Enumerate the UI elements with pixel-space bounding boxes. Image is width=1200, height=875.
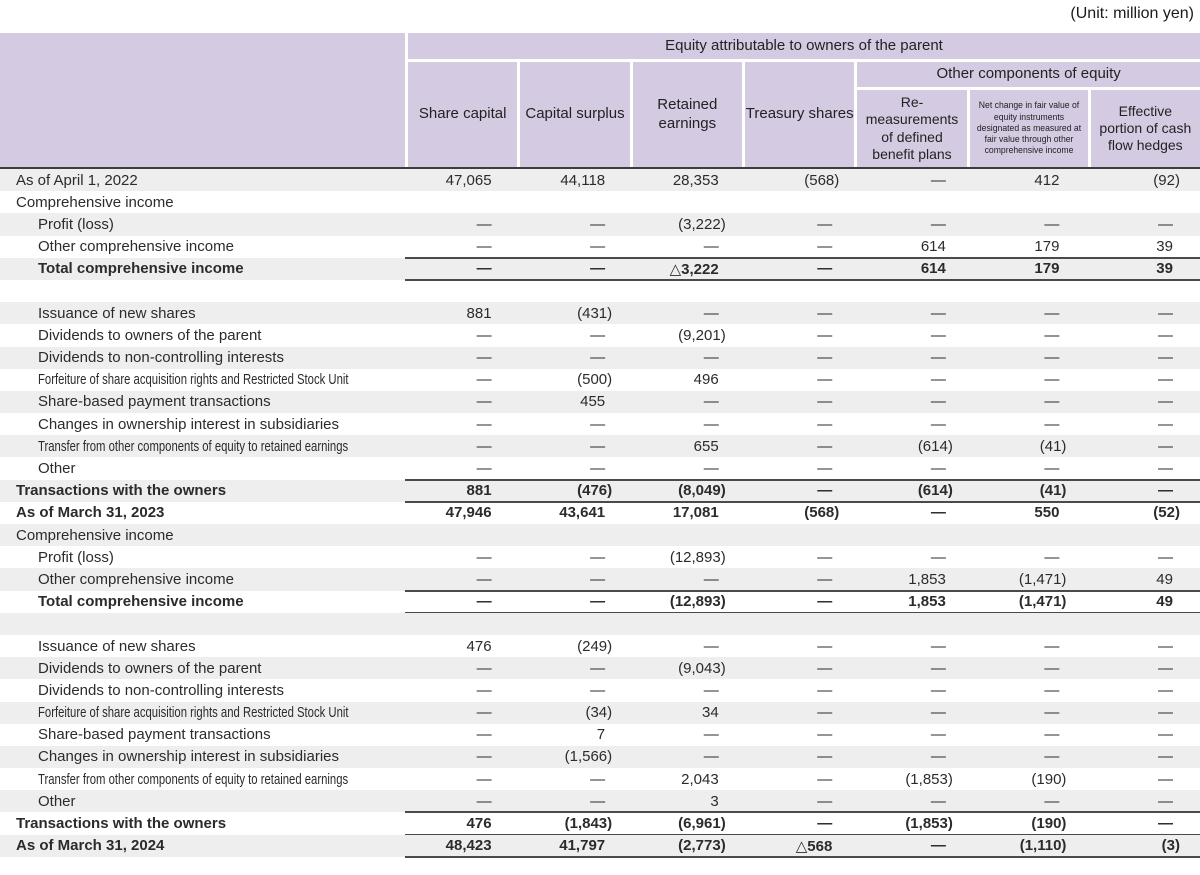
value-cell: —	[1157, 659, 1173, 677]
value-cell: —	[703, 304, 719, 322]
value-cell: —	[1044, 326, 1060, 344]
value-cell: —	[817, 260, 833, 278]
header-col-net-change-text: Net change in fair value of equity instruments designated as measured at fair value through other comprehensive income	[976, 100, 1081, 156]
value-cell: —	[930, 681, 946, 699]
value-cell: 39	[1156, 260, 1173, 278]
value-cell: —	[476, 460, 492, 478]
value-cell: —	[1157, 681, 1173, 699]
row-label: Other	[38, 792, 76, 810]
value-cell: —	[817, 815, 833, 833]
value-cell: —	[1157, 548, 1173, 566]
value-cell: (1,853)	[905, 770, 953, 788]
row-label: Other comprehensive income	[38, 238, 234, 256]
header-col-retained-earnings: Retained earnings	[633, 62, 742, 167]
value-cell: —	[590, 548, 606, 566]
value-cell: 476	[466, 815, 492, 833]
table-row	[0, 480, 1200, 502]
value-cell: —	[817, 748, 833, 766]
value-cell: 44,118	[560, 171, 606, 189]
value-cell: —	[476, 260, 492, 278]
table-row	[0, 635, 1200, 657]
table-row	[0, 369, 1200, 391]
value-cell: —	[476, 704, 492, 722]
value-cell: —	[930, 460, 946, 478]
value-cell: —	[1157, 704, 1173, 722]
row-label: Total comprehensive income	[38, 260, 244, 278]
value-cell: (476)	[577, 482, 613, 500]
table-row	[0, 812, 1200, 834]
value-cell: —	[703, 637, 719, 655]
value-cell: —	[590, 460, 606, 478]
value-cell: —	[703, 349, 719, 367]
value-cell: —	[1044, 681, 1060, 699]
value-cell: △568	[795, 837, 833, 855]
value-cell: —	[590, 570, 606, 588]
table-row	[0, 502, 1200, 524]
value-cell: —	[930, 171, 946, 189]
value-cell: —	[590, 215, 606, 233]
row-label: As of March 31, 2024	[16, 837, 165, 855]
value-cell: (500)	[577, 371, 613, 389]
row-label: As of March 31, 2023	[16, 504, 165, 522]
value-cell: —	[817, 349, 833, 367]
row-label	[0, 438, 405, 455]
value-cell: 49	[1156, 570, 1173, 588]
table-row	[0, 236, 1200, 258]
value-cell: —	[476, 437, 492, 455]
value-cell: (8,049)	[678, 482, 726, 500]
value-cell: —	[1157, 770, 1173, 788]
table-row	[0, 835, 1200, 857]
value-cell: —	[1044, 393, 1060, 411]
value-cell: —	[590, 415, 606, 433]
row-label: Issuance of new shares	[38, 637, 196, 655]
value-cell: —	[476, 215, 492, 233]
header-group-other-components: Other components of equity	[857, 62, 1200, 87]
value-cell: —	[476, 548, 492, 566]
value-cell: (431)	[577, 304, 613, 322]
value-cell: —	[817, 659, 833, 677]
row-label: Profit (loss)	[38, 215, 114, 233]
value-cell: 2,043	[681, 770, 719, 788]
value-cell: —	[703, 726, 719, 744]
value-cell: —	[476, 659, 492, 677]
value-cell: —	[930, 548, 946, 566]
equity-statement-table	[0, 33, 1200, 857]
value-cell: (9,201)	[678, 326, 726, 344]
value-cell: —	[1157, 304, 1173, 322]
value-cell: 496	[693, 371, 719, 389]
table-row	[0, 457, 1200, 479]
value-cell: —	[1157, 637, 1173, 655]
value-cell: —	[817, 326, 833, 344]
value-cell: —	[590, 659, 606, 677]
value-cell: —	[1157, 460, 1173, 478]
value-cell: —	[817, 437, 833, 455]
value-cell: —	[817, 215, 833, 233]
value-cell: —	[590, 238, 606, 256]
value-cell: 655	[693, 437, 719, 455]
value-cell: (3,222)	[678, 215, 726, 233]
value-cell: —	[1157, 349, 1173, 367]
table-row	[0, 169, 1200, 191]
value-cell: —	[930, 748, 946, 766]
value-cell: —	[476, 349, 492, 367]
row-label: Dividends to owners of the parent	[38, 326, 262, 344]
row-label-text: Forfeiture of share acquisition rights and Restricted Stock Unit	[38, 705, 349, 722]
value-cell: (34)	[585, 704, 613, 722]
value-cell: 28,353	[672, 171, 719, 189]
table-row	[0, 657, 1200, 679]
row-label: Comprehensive income	[16, 193, 174, 211]
value-cell: —	[1044, 349, 1060, 367]
value-cell: (1,110)	[1019, 837, 1067, 855]
row-label: Comprehensive income	[16, 526, 174, 544]
header-col-net-change-fair-value	[970, 90, 1088, 167]
value-cell: —	[817, 770, 833, 788]
row-label-text: Transfer from other components of equity to retained earnings	[38, 438, 349, 455]
value-cell: —	[930, 326, 946, 344]
value-cell: △3,222	[669, 260, 719, 278]
row-label	[0, 704, 405, 721]
value-cell: (1,566)	[564, 748, 613, 766]
value-cell: —	[930, 304, 946, 322]
value-cell: —	[817, 792, 833, 810]
header-col-remeasurements: Re- measurements of defined benefit plans	[857, 90, 966, 167]
value-cell: 455	[580, 393, 606, 411]
value-cell: —	[930, 726, 946, 744]
value-cell: —	[930, 393, 946, 411]
value-cell: —	[590, 770, 606, 788]
value-cell: 39	[1156, 238, 1173, 256]
value-cell: (568)	[804, 171, 840, 189]
table-row	[0, 213, 1200, 235]
value-cell: 1,853	[908, 593, 946, 611]
table-row	[0, 591, 1200, 613]
value-cell: —	[703, 748, 719, 766]
value-cell: —	[1044, 371, 1060, 389]
value-cell: —	[1044, 415, 1060, 433]
value-cell: —	[817, 393, 833, 411]
value-cell: —	[476, 726, 492, 744]
value-cell: —	[590, 593, 606, 611]
value-cell: (6,961)	[678, 815, 726, 833]
table-row	[0, 524, 1200, 546]
value-cell: —	[1044, 748, 1060, 766]
value-cell: —	[476, 415, 492, 433]
value-cell: —	[703, 238, 719, 256]
value-cell: (3)	[1161, 837, 1180, 855]
header-col-treasury-shares: Treasury shares	[745, 62, 854, 167]
value-cell: —	[930, 659, 946, 677]
value-cell: —	[590, 260, 606, 278]
value-cell: 3	[710, 792, 719, 810]
value-cell: —	[817, 482, 833, 500]
value-cell: (9,043)	[678, 659, 726, 677]
value-cell: 47,065	[445, 171, 492, 189]
row-label: Other comprehensive income	[38, 570, 234, 588]
row-label-text: Transfer from other components of equity to retained earnings	[38, 771, 349, 788]
row-label: Transactions with the owners	[16, 815, 227, 833]
value-cell: (249)	[577, 637, 613, 655]
value-cell: —	[476, 326, 492, 344]
value-cell: —	[1044, 304, 1060, 322]
row-label: Transactions with the owners	[16, 482, 227, 500]
row-label: Dividends to owners of the parent	[38, 659, 262, 677]
value-cell: 34	[702, 704, 719, 722]
value-cell: —	[590, 681, 606, 699]
value-cell: (614)	[917, 437, 953, 455]
value-cell: 179	[1034, 260, 1060, 278]
value-cell: —	[817, 415, 833, 433]
table-row	[0, 391, 1200, 413]
value-cell: (190)	[1031, 770, 1067, 788]
value-cell: (1,471)	[1018, 570, 1067, 588]
value-cell: 41,797	[559, 837, 606, 855]
value-cell: —	[476, 681, 492, 699]
value-cell: —	[817, 593, 833, 611]
value-cell: 7	[596, 726, 606, 744]
table-row	[0, 568, 1200, 590]
value-cell: —	[703, 393, 719, 411]
value-cell: —	[1157, 726, 1173, 744]
unit-label: (Unit: million yen)	[1070, 5, 1194, 22]
value-cell: 47,946	[445, 504, 492, 522]
row-label: Other	[38, 460, 76, 478]
value-cell: (1,853)	[905, 815, 953, 833]
table-row	[0, 191, 1200, 213]
table-row	[0, 413, 1200, 435]
value-cell: (52)	[1153, 504, 1180, 522]
value-cell: —	[703, 681, 719, 699]
value-cell: —	[930, 704, 946, 722]
value-cell: —	[1157, 215, 1173, 233]
header-col-capital-surplus: Capital surplus	[520, 62, 629, 167]
value-cell: 881	[466, 482, 492, 500]
header-group-equity-attributable: Equity attributable to owners of the parent	[408, 33, 1200, 59]
value-cell: —	[476, 792, 492, 810]
value-cell: —	[817, 460, 833, 478]
value-cell: —	[1157, 437, 1173, 455]
row-label-text: Forfeiture of share acquisition rights and Restricted Stock Unit	[38, 372, 349, 389]
value-cell: 179	[1034, 238, 1060, 256]
value-cell: —	[817, 238, 833, 256]
value-cell: —	[930, 371, 946, 389]
value-cell: (614)	[917, 482, 953, 500]
row-label: As of April 1, 2022	[16, 171, 138, 189]
value-cell: —	[476, 570, 492, 588]
value-cell: —	[1044, 792, 1060, 810]
value-cell: 43,641	[559, 504, 606, 522]
value-cell: —	[1044, 726, 1060, 744]
table-row	[0, 324, 1200, 346]
value-cell: —	[1044, 460, 1060, 478]
value-cell: (92)	[1153, 171, 1180, 189]
value-cell: (2,773)	[678, 837, 726, 855]
value-cell: (1,471)	[1018, 593, 1067, 611]
value-cell: (41)	[1039, 482, 1067, 500]
value-cell: 614	[920, 238, 946, 256]
value-cell: —	[1157, 792, 1173, 810]
value-cell: —	[817, 681, 833, 699]
table-row	[0, 258, 1200, 280]
table-row	[0, 768, 1200, 790]
value-cell: —	[1157, 326, 1173, 344]
table-row	[0, 302, 1200, 324]
row-label: Dividends to non-controlling interests	[38, 349, 284, 367]
value-cell: 17,081	[672, 504, 719, 522]
value-cell: —	[1157, 815, 1173, 833]
value-cell: 550	[1034, 504, 1060, 522]
value-cell: 49	[1156, 593, 1173, 611]
row-label	[0, 371, 405, 388]
value-cell: 1,853	[908, 570, 946, 588]
row-label: Share-based payment transactions	[38, 726, 271, 744]
table-row	[0, 546, 1200, 568]
value-cell: 48,423	[445, 837, 492, 855]
value-cell: (190)	[1031, 815, 1067, 833]
value-cell: —	[817, 304, 833, 322]
value-cell: —	[1157, 371, 1173, 389]
value-cell: (568)	[804, 504, 840, 522]
value-cell: —	[1044, 215, 1060, 233]
value-cell: —	[476, 748, 492, 766]
value-cell: 614	[920, 260, 946, 278]
table-row	[0, 724, 1200, 746]
value-cell: (12,893)	[669, 548, 726, 566]
value-cell: —	[590, 437, 606, 455]
value-cell: —	[476, 238, 492, 256]
value-cell: 881	[466, 304, 492, 322]
value-cell: —	[817, 704, 833, 722]
value-cell: —	[1044, 704, 1060, 722]
value-cell: —	[930, 415, 946, 433]
value-cell: (1,843)	[564, 815, 613, 833]
row-label: Changes in ownership interest in subsidiaries	[38, 415, 339, 433]
value-cell: —	[930, 637, 946, 655]
row-label: Changes in ownership interest in subsidiaries	[38, 748, 339, 766]
table-row	[0, 679, 1200, 701]
value-cell: —	[476, 593, 492, 611]
value-cell: —	[1157, 482, 1173, 500]
table-row	[0, 347, 1200, 369]
table-row	[0, 613, 1200, 635]
row-label: Share-based payment transactions	[38, 393, 271, 411]
value-cell: —	[930, 837, 946, 855]
value-cell: —	[590, 326, 606, 344]
table-row	[0, 435, 1200, 457]
value-cell: —	[817, 637, 833, 655]
row-label: Issuance of new shares	[38, 304, 196, 322]
value-cell: —	[590, 792, 606, 810]
row-label: Dividends to non-controlling interests	[38, 681, 284, 699]
value-cell: —	[476, 770, 492, 788]
value-cell: (12,893)	[669, 593, 726, 611]
value-cell: —	[1157, 748, 1173, 766]
row-label: Profit (loss)	[38, 548, 114, 566]
value-cell: (41)	[1039, 437, 1067, 455]
table-header	[0, 33, 1200, 169]
value-cell: —	[817, 548, 833, 566]
value-cell: —	[817, 570, 833, 588]
value-cell: —	[703, 460, 719, 478]
value-cell: —	[930, 504, 946, 522]
value-cell: 412	[1034, 171, 1060, 189]
value-cell: —	[1157, 393, 1173, 411]
value-cell: —	[1157, 415, 1173, 433]
value-cell: —	[930, 349, 946, 367]
value-cell: —	[1044, 659, 1060, 677]
row-label	[0, 771, 405, 788]
header-stub-cell	[0, 33, 405, 167]
value-cell: —	[703, 415, 719, 433]
value-cell: —	[817, 371, 833, 389]
table-row	[0, 280, 1200, 302]
value-cell: —	[476, 393, 492, 411]
value-cell: 476	[466, 637, 492, 655]
value-cell: —	[703, 570, 719, 588]
value-cell: —	[1044, 548, 1060, 566]
value-cell: —	[817, 726, 833, 744]
row-label: Total comprehensive income	[38, 593, 244, 611]
value-cell: —	[1044, 637, 1060, 655]
value-cell: —	[930, 215, 946, 233]
value-cell: —	[930, 792, 946, 810]
table-row	[0, 746, 1200, 768]
header-col-share-capital: Share capital	[408, 62, 517, 167]
table-body	[0, 169, 1200, 857]
value-cell: —	[590, 349, 606, 367]
table-row	[0, 702, 1200, 724]
header-col-effective-portion: Effective portion of cash flow hedges	[1091, 90, 1200, 167]
table-row	[0, 790, 1200, 812]
value-cell: —	[476, 371, 492, 389]
